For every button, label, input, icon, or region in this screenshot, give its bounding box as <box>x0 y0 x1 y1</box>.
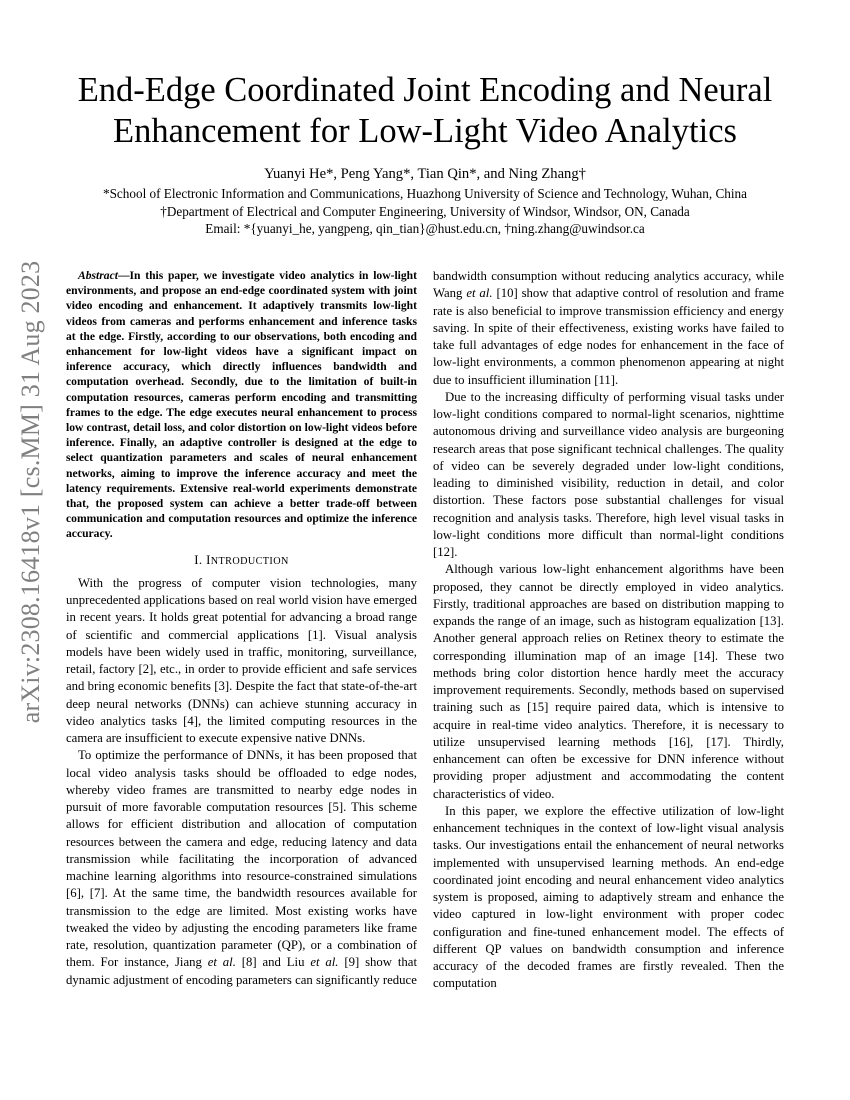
intro-paragraph-4: Although various low-light enhancement algorithms have been proposed, they cannot be directly employed in video analytics. Firstly, traditional approaches are based on distribution mapping to expands the range of an image, such as histogram equalization [13]. Another general approach relies on Retinex theory to estimate the corresponding illumination map of an image [14]. These two methods bring color distortion hence hardly meet the accuracy improvement requirements. Secondly, methods based on supervised training such as [15] require paired data, which is intensive to acquire in real-time video analytics. Therefore, it is necessary to utilize unsupervised learning methods [16], [17]. Thirdly, enhancement can often be excessive for DNN inference without providing proper adjustment and accommodating the content characteristics of video. <box>433 562 784 801</box>
affiliation-huazhong: *School of Electronic Information and Communications, Huazhong University of Science and Technology, Wuhan, China <box>103 186 747 201</box>
section-title-initial: I <box>206 552 211 567</box>
title-line-2: Enhancement for Low-Light Video Analytics <box>113 112 737 150</box>
citation-etal: et al. <box>207 955 236 970</box>
abstract-text: —In this paper, we investigate video analytics in low-light environments, and propose an end-edge coordinated system with joint video encoding and enhancement. It adaptively transmits low-light videos from cameras and performs enhancement and inference tasks at the edge. Firstly, according to our observations, both encoding and enhancement for low-light videos have a significant impact on inference accuracy, which directly influences bandwidth and computation overhead. Secondly, due to the limitation of built-in computation resources, cameras perform encoding and transmitting frames to the edge. The edge executes neural enhancement to process low contrast, detail loss, and color distortion on low-light videos before inference. Finally, an adaptive controller is designed at the edge to select quantization parameters and scales of neural enhancement networks, aiming to improve the inference accuracy and meet the latency requirements. Extensive real-world experiments demonstrate that, the proposed system can achieve a better trade-off between communication and computation resources and optimize the inference accuracy. <box>66 269 417 541</box>
intro-paragraph-2 <box>66 747 417 989</box>
section-heading-introduction <box>66 552 417 570</box>
right-column <box>433 268 784 993</box>
abstract-label: Abstract <box>78 269 118 282</box>
continued-part-b: [10] show that adaptive control of resolution and frame rate is also beneficial to improve transmission efficiency and energy saving. In spite of their effectiveness, existing works have failed to take full advantages of edge nodes for enhancement in the face of low-light environments, a common phenomenon appearing at night due to insufficient illumination [11]. <box>433 286 784 387</box>
left-column <box>66 268 417 989</box>
section-title-rest: NTRODUCTION <box>210 555 289 567</box>
intro-paragraph-2-continued <box>433 268 784 389</box>
continued-part-a: bandwidth consumption without reducing analytics accuracy, while Wang <box>433 269 784 301</box>
intro-paragraph-5: In this paper, we explore the effective utilization of low-light enhancement techniques in the context of low-light visual analysis tasks. Our investigations entail the enhancement of neural networks implemented with unsupervised learning methods. An end-edge coordinated joint encoding and neural enhancement video analytics system is proposed, aiming to adaptively stream and enhance the video captured in low-light environment with proper codec configuration and fine-tuned enhancement model. The effects of different QP values on bandwidth consumption and inference accuracy of the decoded frames are firstly revealed. Then the computation <box>433 803 784 991</box>
intro-paragraph-1: With the progress of computer vision technologies, many unprecedented applications based on real world vision have emerged in recent years. It holds great potential for advancing a broad range of scientific and commercial applications [1]. Visual analysis models have been widely used in traffic, monitoring, surveillance, retail, factory [2], etc., in order to provide efficient and safe services and bring economic benefits [3]. Despite the fact that state-of-the-art deep neural networks (DNNs) can achieve stunning accuracy in video analytics tasks [4], the limited computing resources in the camera are insufficient to execute expensive native DNNs. <box>66 575 417 746</box>
section-number: I. <box>194 552 207 567</box>
paper-title <box>60 70 790 152</box>
arxiv-identifier-text: arXiv:2308.16418v1 [cs.MM] 31 Aug 2023 <box>16 260 45 724</box>
contact-email: Email: *{yuanyi_he, yangpeng, qin_tian}@hust.edu.cn, †ning.zhang@uwindsor.ca <box>205 221 645 236</box>
intro-paragraph-3: Due to the increasing difficulty of performing visual tasks under low-light conditions compared to normal-light scenarios, nighttime autonomous driving and surveillance video analysis are burgeoning research areas that pose significant technical challenges. The quality of video can be severely degraded under low-light conditions, leading to diminished visibility, reduction in detail, and color distortion. These factors pose substantial challenges for visual recognition and analysis tasks. Therefore, high level visual tasks in low-light conditions more difficult than normal-light conditions [12]. <box>433 389 784 559</box>
affiliation-windsor: †Department of Electrical and Computer Engineering, University of Windsor, Windsor, ON, Canada <box>160 204 690 219</box>
title-line-1: End-Edge Coordinated Joint Encoding and Neural <box>77 71 773 109</box>
author-list: Yuanyi He*, Peng Yang*, Tian Qin*, and Ning Zhang† <box>264 166 586 182</box>
citation-etal: et al. <box>310 955 339 970</box>
intro-p2-part-c: [9] show that dynamic adjustment of encoding parameters can significantly reduce <box>66 955 417 987</box>
abstract <box>66 268 417 542</box>
arxiv-identifier-sidebar <box>6 262 56 722</box>
intro-p2-part-b: [8] and Liu <box>235 955 311 970</box>
citation-etal: et al. <box>466 286 493 301</box>
intro-p2-part-a: To optimize the performance of DNNs, it has been proposed that local video analysis tasks should be offloaded to edge nodes, whereby video frames are transmitted to nearby edge nodes in pursuit of more favorable computation resources [5]. This scheme allows for efficient distribution and allocation of computation resources between the camera and edge, reducing latency and data transmission while facilitating the incorporation of advanced machine learning algorithms into resource-constrained simulations [6], [7]. At the same time, the bandwidth resources available for transmission to the edge are limited. Most existing works have tweaked the video by adjusting the encoding parameters like frame rate, resolution, quantization parameter (QP), or a combination of them. For instance, Jiang <box>66 748 417 970</box>
